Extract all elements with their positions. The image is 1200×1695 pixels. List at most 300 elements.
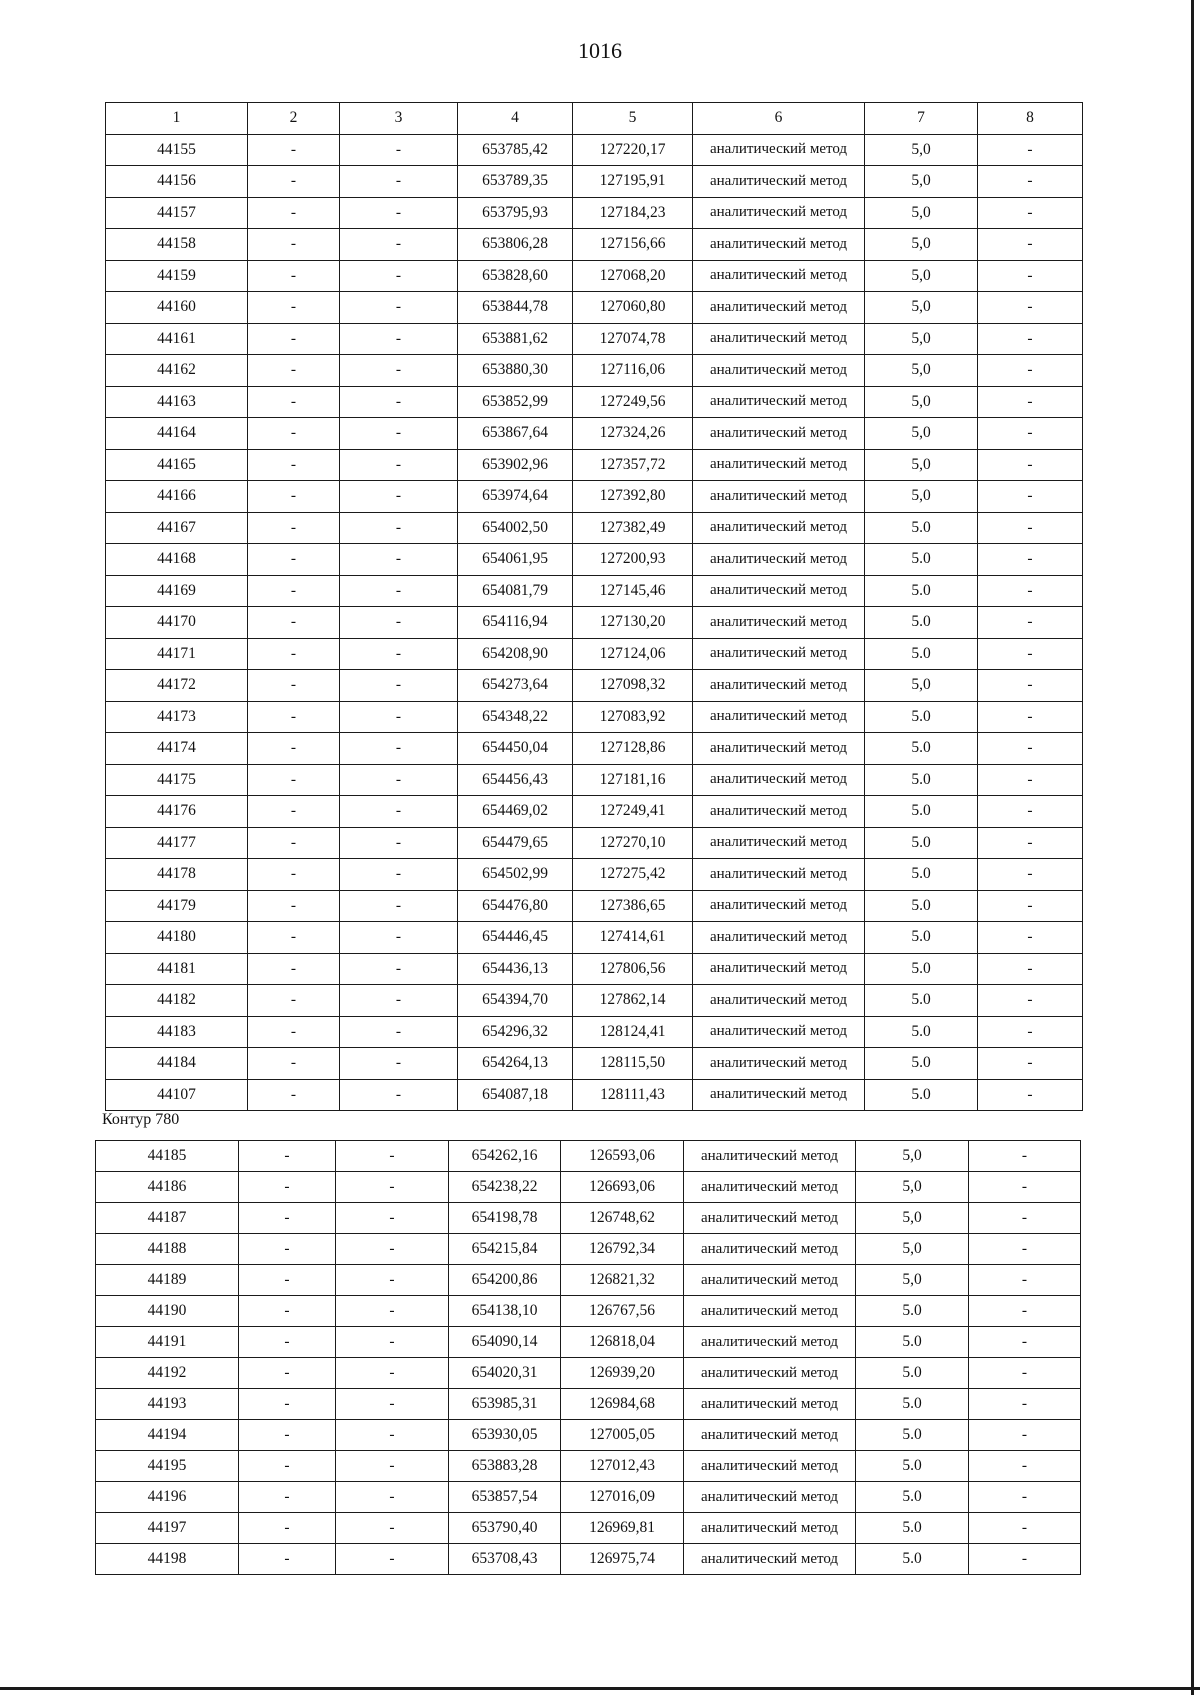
x-coordinate-cell: 653857,54 (449, 1482, 561, 1513)
method-cell: аналитический метод (693, 922, 865, 954)
y-coordinate-cell: 127005,05 (561, 1420, 684, 1451)
col8-cell: - (978, 796, 1083, 828)
col8-cell: - (978, 418, 1083, 450)
y-coordinate-cell: 127016,09 (561, 1482, 684, 1513)
table-row (106, 985, 1083, 1017)
col3-cell: - (340, 260, 458, 292)
table-row (106, 229, 1083, 261)
col8-cell: - (978, 733, 1083, 765)
y-coordinate-cell: 127220,17 (573, 134, 693, 166)
point-number-cell: 44177 (106, 827, 248, 859)
method-cell: аналитический метод (693, 544, 865, 576)
table-row (106, 890, 1083, 922)
accuracy-cell: 5.0 (865, 985, 978, 1017)
method-cell: аналитический метод (684, 1203, 856, 1234)
method-cell: аналитический метод (693, 449, 865, 481)
point-number-cell: 44194 (96, 1420, 239, 1451)
method-cell: аналитический метод (684, 1296, 856, 1327)
point-number-cell: 44169 (106, 575, 248, 607)
method-cell: аналитический метод (693, 292, 865, 324)
accuracy-cell: 5,0 (856, 1234, 969, 1265)
x-coordinate-cell: 654264,13 (458, 1048, 573, 1080)
x-coordinate-cell: 653985,31 (449, 1389, 561, 1420)
table-row (96, 1327, 1081, 1358)
table-row (96, 1172, 1081, 1203)
accuracy-cell: 5.0 (865, 859, 978, 891)
col2-cell: - (248, 922, 340, 954)
point-number-cell: 44195 (96, 1451, 239, 1482)
table-row (106, 827, 1083, 859)
y-coordinate-cell: 126939,20 (561, 1358, 684, 1389)
y-coordinate-cell: 127249,41 (573, 796, 693, 828)
method-cell: аналитический метод (693, 134, 865, 166)
table-row (106, 922, 1083, 954)
method-cell: аналитический метод (684, 1358, 856, 1389)
contour-780-table (95, 1140, 1081, 1575)
point-number-cell: 44187 (96, 1203, 239, 1234)
accuracy-cell: 5.0 (856, 1296, 969, 1327)
accuracy-cell: 5,0 (865, 134, 978, 166)
point-number-cell: 44155 (106, 134, 248, 166)
col3-cell: - (336, 1203, 449, 1234)
y-coordinate-cell: 127382,49 (573, 512, 693, 544)
point-number-cell: 44159 (106, 260, 248, 292)
table-row (96, 1234, 1081, 1265)
point-number-cell: 44181 (106, 953, 248, 985)
y-coordinate-cell: 127083,92 (573, 701, 693, 733)
col2-cell: - (248, 418, 340, 450)
contour-label: Контур 780 (102, 1111, 180, 1128)
table-row (106, 544, 1083, 576)
x-coordinate-cell: 653902,96 (458, 449, 573, 481)
table-row (106, 859, 1083, 891)
col8-cell: - (969, 1234, 1081, 1265)
col2-cell: - (248, 512, 340, 544)
col8-cell: - (978, 859, 1083, 891)
col8-cell: - (978, 260, 1083, 292)
method-cell: аналитический метод (684, 1172, 856, 1203)
accuracy-cell: 5.0 (856, 1451, 969, 1482)
col3-cell: - (336, 1451, 449, 1482)
y-coordinate-cell: 127074,78 (573, 323, 693, 355)
point-number-cell: 44162 (106, 355, 248, 387)
scan-edge-right (1191, 0, 1194, 1695)
x-coordinate-cell: 654002,50 (458, 512, 573, 544)
col8-cell: - (969, 1389, 1081, 1420)
accuracy-cell: 5,0 (865, 229, 978, 261)
method-cell: аналитический метод (693, 890, 865, 922)
col3-cell: - (336, 1265, 449, 1296)
col3-cell: - (340, 607, 458, 639)
table-row (106, 764, 1083, 796)
point-number-cell: 44188 (96, 1234, 239, 1265)
table-row (106, 512, 1083, 544)
method-cell: аналитический метод (684, 1420, 856, 1451)
y-coordinate-cell: 127156,66 (573, 229, 693, 261)
x-coordinate-cell: 653974,64 (458, 481, 573, 513)
x-coordinate-cell: 653708,43 (449, 1544, 561, 1575)
point-number-cell: 44185 (96, 1141, 239, 1172)
point-number-cell: 44196 (96, 1482, 239, 1513)
col3-cell: - (340, 670, 458, 702)
col3-cell: - (336, 1296, 449, 1327)
table-row (106, 607, 1083, 639)
point-number-cell: 44176 (106, 796, 248, 828)
point-number-cell: 44156 (106, 166, 248, 198)
col2-cell: - (239, 1141, 336, 1172)
x-coordinate-cell: 654116,94 (458, 607, 573, 639)
table-row (106, 733, 1083, 765)
col8-cell: - (969, 1265, 1081, 1296)
col8-cell: - (969, 1420, 1081, 1451)
col3-cell: - (336, 1482, 449, 1513)
accuracy-cell: 5,0 (856, 1172, 969, 1203)
y-coordinate-cell: 127116,06 (573, 355, 693, 387)
x-coordinate-cell: 654087,18 (458, 1079, 573, 1111)
col8-cell: - (978, 575, 1083, 607)
table-row (106, 1016, 1083, 1048)
col2-cell: - (248, 953, 340, 985)
method-cell: аналитический метод (684, 1544, 856, 1575)
method-cell: аналитический метод (693, 166, 865, 198)
accuracy-cell: 5,0 (865, 670, 978, 702)
col3-cell: - (336, 1420, 449, 1451)
col2-cell: - (248, 1016, 340, 1048)
x-coordinate-cell: 654090,14 (449, 1327, 561, 1358)
y-coordinate-cell: 127249,56 (573, 386, 693, 418)
method-cell: аналитический метод (693, 481, 865, 513)
accuracy-cell: 5.0 (865, 953, 978, 985)
table-row (106, 134, 1083, 166)
column-header: 2 (248, 103, 340, 135)
point-number-cell: 44180 (106, 922, 248, 954)
accuracy-cell: 5.0 (856, 1513, 969, 1544)
col2-cell: - (248, 796, 340, 828)
point-number-cell: 44163 (106, 386, 248, 418)
accuracy-cell: 5,0 (865, 197, 978, 229)
col2-cell: - (248, 323, 340, 355)
col3-cell: - (336, 1358, 449, 1389)
col2-cell: - (239, 1420, 336, 1451)
y-coordinate-cell: 127181,16 (573, 764, 693, 796)
y-coordinate-cell: 128111,43 (573, 1079, 693, 1111)
method-cell: аналитический метод (684, 1482, 856, 1513)
col2-cell: - (248, 701, 340, 733)
x-coordinate-cell: 654436,13 (458, 953, 573, 985)
accuracy-cell: 5.0 (865, 1048, 978, 1080)
y-coordinate-cell: 128124,41 (573, 1016, 693, 1048)
y-coordinate-cell: 127184,23 (573, 197, 693, 229)
point-number-cell: 44172 (106, 670, 248, 702)
method-cell: аналитический метод (693, 512, 865, 544)
method-cell: аналитический метод (693, 1016, 865, 1048)
accuracy-cell: 5.0 (865, 607, 978, 639)
y-coordinate-cell: 127357,72 (573, 449, 693, 481)
accuracy-cell: 5,0 (856, 1141, 969, 1172)
point-number-cell: 44198 (96, 1544, 239, 1575)
accuracy-cell: 5,0 (865, 166, 978, 198)
accuracy-cell: 5.0 (856, 1420, 969, 1451)
col2-cell: - (248, 134, 340, 166)
col8-cell: - (978, 1016, 1083, 1048)
method-cell: аналитический метод (693, 859, 865, 891)
col2-cell: - (248, 890, 340, 922)
col3-cell: - (340, 953, 458, 985)
accuracy-cell: 5,0 (865, 355, 978, 387)
col8-cell: - (978, 134, 1083, 166)
col2-cell: - (248, 197, 340, 229)
x-coordinate-cell: 654394,70 (458, 985, 573, 1017)
x-coordinate-cell: 653795,93 (458, 197, 573, 229)
table-row (106, 449, 1083, 481)
col8-cell: - (978, 229, 1083, 261)
table-row (106, 1079, 1083, 1111)
table-row (106, 166, 1083, 198)
col3-cell: - (340, 922, 458, 954)
col2-cell: - (239, 1513, 336, 1544)
col3-cell: - (340, 575, 458, 607)
col3-cell: - (340, 512, 458, 544)
y-coordinate-cell: 127060,80 (573, 292, 693, 324)
y-coordinate-cell: 126969,81 (561, 1513, 684, 1544)
y-coordinate-cell: 126748,62 (561, 1203, 684, 1234)
method-cell: аналитический метод (693, 323, 865, 355)
method-cell: аналитический метод (684, 1141, 856, 1172)
col3-cell: - (336, 1141, 449, 1172)
col2-cell: - (248, 764, 340, 796)
table-row (96, 1203, 1081, 1234)
y-coordinate-cell: 127012,43 (561, 1451, 684, 1482)
col8-cell: - (969, 1451, 1081, 1482)
point-number-cell: 44164 (106, 418, 248, 450)
col8-cell: - (969, 1327, 1081, 1358)
col8-cell: - (969, 1141, 1081, 1172)
x-coordinate-cell: 654200,86 (449, 1265, 561, 1296)
point-number-cell: 44184 (106, 1048, 248, 1080)
col2-cell: - (239, 1265, 336, 1296)
col2-cell: - (239, 1451, 336, 1482)
method-cell: аналитический метод (693, 386, 865, 418)
col8-cell: - (978, 481, 1083, 513)
y-coordinate-cell: 127130,20 (573, 607, 693, 639)
col2-cell: - (239, 1544, 336, 1575)
scan-edge-bottom (0, 1687, 1200, 1690)
point-number-cell: 44189 (96, 1265, 239, 1296)
method-cell: аналитический метод (693, 638, 865, 670)
col3-cell: - (340, 481, 458, 513)
point-number-cell: 44161 (106, 323, 248, 355)
col2-cell: - (239, 1172, 336, 1203)
accuracy-cell: 5.0 (856, 1358, 969, 1389)
col3-cell: - (340, 386, 458, 418)
x-coordinate-cell: 653844,78 (458, 292, 573, 324)
col3-cell: - (340, 323, 458, 355)
col3-cell: - (336, 1327, 449, 1358)
col8-cell: - (978, 386, 1083, 418)
col2-cell: - (248, 575, 340, 607)
coordinates-table (105, 102, 1083, 1111)
table-row (106, 796, 1083, 828)
accuracy-cell: 5.0 (856, 1482, 969, 1513)
col3-cell: - (340, 1016, 458, 1048)
x-coordinate-cell: 654296,32 (458, 1016, 573, 1048)
accuracy-cell: 5.0 (865, 638, 978, 670)
col2-cell: - (239, 1389, 336, 1420)
col3-cell: - (340, 701, 458, 733)
col2-cell: - (248, 1048, 340, 1080)
method-cell: аналитический метод (693, 197, 865, 229)
col8-cell: - (978, 544, 1083, 576)
col3-cell: - (340, 292, 458, 324)
col3-cell: - (340, 544, 458, 576)
accuracy-cell: 5.0 (865, 796, 978, 828)
table-row (96, 1451, 1081, 1482)
point-number-cell: 44160 (106, 292, 248, 324)
x-coordinate-cell: 654476,80 (458, 890, 573, 922)
col2-cell: - (248, 607, 340, 639)
col8-cell: - (969, 1358, 1081, 1389)
x-coordinate-cell: 653883,28 (449, 1451, 561, 1482)
x-coordinate-cell: 653852,99 (458, 386, 573, 418)
method-cell: аналитический метод (693, 796, 865, 828)
x-coordinate-cell: 653881,62 (458, 323, 573, 355)
col3-cell: - (340, 166, 458, 198)
x-coordinate-cell: 654138,10 (449, 1296, 561, 1327)
accuracy-cell: 5,0 (856, 1265, 969, 1296)
method-cell: аналитический метод (693, 1079, 865, 1111)
col2-cell: - (248, 355, 340, 387)
y-coordinate-cell: 126593,06 (561, 1141, 684, 1172)
accuracy-cell: 5.0 (865, 575, 978, 607)
accuracy-cell: 5.0 (865, 922, 978, 954)
x-coordinate-cell: 654348,22 (458, 701, 573, 733)
y-coordinate-cell: 127806,56 (573, 953, 693, 985)
accuracy-cell: 5,0 (865, 260, 978, 292)
col8-cell: - (978, 953, 1083, 985)
column-header: 3 (340, 103, 458, 135)
table-row (106, 638, 1083, 670)
col3-cell: - (336, 1544, 449, 1575)
col2-cell: - (248, 670, 340, 702)
col8-cell: - (978, 355, 1083, 387)
table-row (106, 355, 1083, 387)
col3-cell: - (336, 1389, 449, 1420)
y-coordinate-cell: 127862,14 (573, 985, 693, 1017)
y-coordinate-cell: 127128,86 (573, 733, 693, 765)
accuracy-cell: 5.0 (856, 1389, 969, 1420)
table-row (106, 481, 1083, 513)
x-coordinate-cell: 653828,60 (458, 260, 573, 292)
point-number-cell: 44191 (96, 1327, 239, 1358)
accuracy-cell: 5,0 (865, 418, 978, 450)
col2-cell: - (239, 1203, 336, 1234)
y-coordinate-cell: 126792,34 (561, 1234, 684, 1265)
method-cell: аналитический метод (684, 1513, 856, 1544)
accuracy-cell: 5.0 (865, 1079, 978, 1111)
accuracy-cell: 5.0 (865, 733, 978, 765)
col3-cell: - (340, 197, 458, 229)
x-coordinate-cell: 654061,95 (458, 544, 573, 576)
method-cell: аналитический метод (684, 1389, 856, 1420)
col8-cell: - (978, 922, 1083, 954)
table-row (106, 953, 1083, 985)
table-row (106, 323, 1083, 355)
col2-cell: - (239, 1327, 336, 1358)
point-number-cell: 44157 (106, 197, 248, 229)
col2-cell: - (248, 229, 340, 261)
col8-cell: - (978, 764, 1083, 796)
table-row (106, 575, 1083, 607)
accuracy-cell: 5,0 (865, 323, 978, 355)
x-coordinate-cell: 654502,99 (458, 859, 573, 891)
x-coordinate-cell: 653785,42 (458, 134, 573, 166)
point-number-cell: 44170 (106, 607, 248, 639)
y-coordinate-cell: 127098,32 (573, 670, 693, 702)
point-number-cell: 44178 (106, 859, 248, 891)
col2-cell: - (248, 449, 340, 481)
col3-cell: - (340, 418, 458, 450)
col8-cell: - (978, 607, 1083, 639)
method-cell: аналитический метод (693, 827, 865, 859)
point-number-cell: 44183 (106, 1016, 248, 1048)
accuracy-cell: 5,0 (865, 386, 978, 418)
y-coordinate-cell: 127270,10 (573, 827, 693, 859)
col8-cell: - (978, 323, 1083, 355)
col2-cell: - (239, 1296, 336, 1327)
method-cell: аналитический метод (693, 764, 865, 796)
x-coordinate-cell: 654469,02 (458, 796, 573, 828)
x-coordinate-cell: 654020,31 (449, 1358, 561, 1389)
y-coordinate-cell: 127414,61 (573, 922, 693, 954)
y-coordinate-cell: 127275,42 (573, 859, 693, 891)
col8-cell: - (978, 1079, 1083, 1111)
method-cell: аналитический метод (693, 575, 865, 607)
table-row (96, 1389, 1081, 1420)
col2-cell: - (248, 481, 340, 513)
x-coordinate-cell: 654456,43 (458, 764, 573, 796)
x-coordinate-cell: 654208,90 (458, 638, 573, 670)
accuracy-cell: 5.0 (856, 1327, 969, 1358)
col2-cell: - (248, 859, 340, 891)
method-cell: аналитический метод (693, 701, 865, 733)
col8-cell: - (978, 166, 1083, 198)
col8-cell: - (978, 985, 1083, 1017)
x-coordinate-cell: 653790,40 (449, 1513, 561, 1544)
point-number-cell: 44166 (106, 481, 248, 513)
y-coordinate-cell: 127145,46 (573, 575, 693, 607)
method-cell: аналитический метод (693, 229, 865, 261)
col3-cell: - (340, 638, 458, 670)
col3-cell: - (340, 764, 458, 796)
point-number-cell: 44107 (106, 1079, 248, 1111)
point-number-cell: 44193 (96, 1389, 239, 1420)
x-coordinate-cell: 654081,79 (458, 575, 573, 607)
column-header: 4 (458, 103, 573, 135)
column-header: 1 (106, 103, 248, 135)
col8-cell: - (969, 1513, 1081, 1544)
accuracy-cell: 5,0 (865, 449, 978, 481)
col3-cell: - (340, 355, 458, 387)
x-coordinate-cell: 654450,04 (458, 733, 573, 765)
col2-cell: - (239, 1358, 336, 1389)
method-cell: аналитический метод (684, 1265, 856, 1296)
col8-cell: - (969, 1296, 1081, 1327)
column-header: 8 (978, 103, 1083, 135)
point-number-cell: 44174 (106, 733, 248, 765)
x-coordinate-cell: 653789,35 (458, 166, 573, 198)
accuracy-cell: 5.0 (865, 512, 978, 544)
col2-cell: - (248, 1079, 340, 1111)
